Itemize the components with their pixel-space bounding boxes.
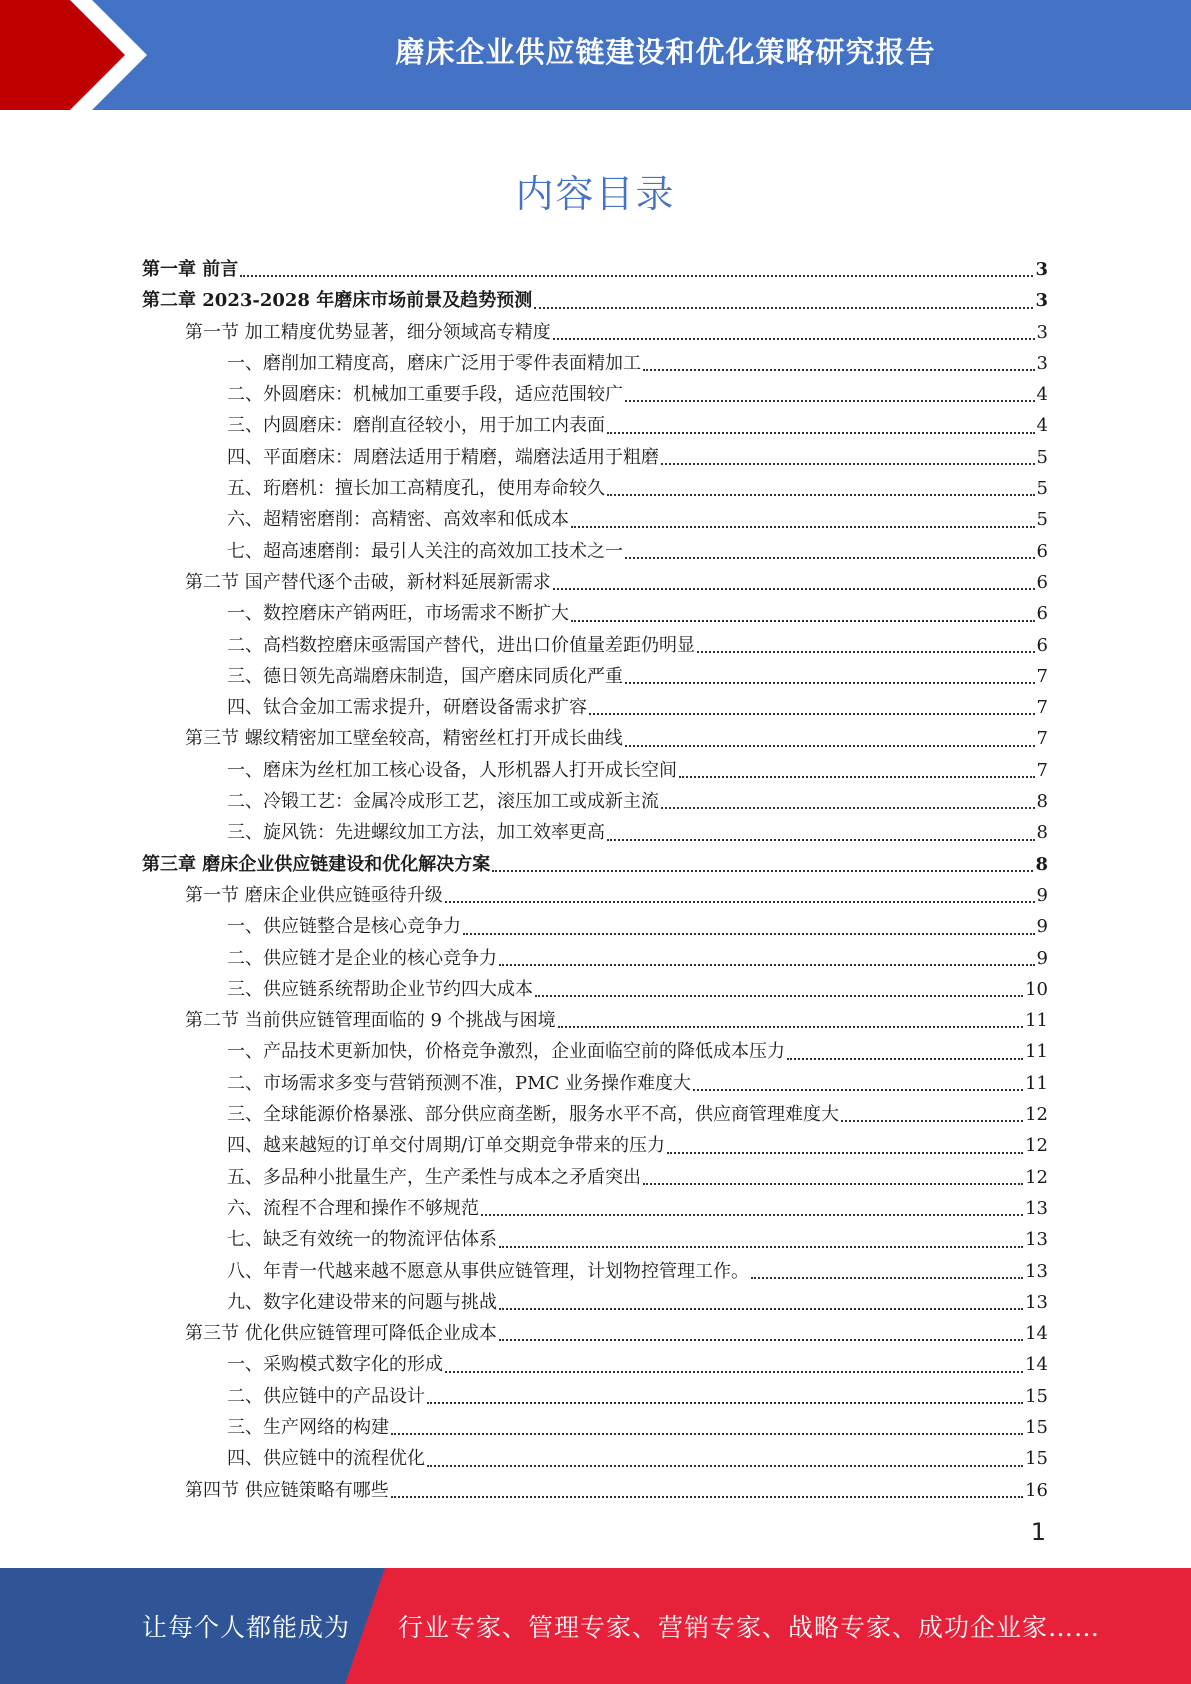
toc-entry-title: 三、供应链系统帮助企业节约四大成本: [227, 978, 533, 1000]
toc-entry-title: 三、旋风铣：先进螺纹加工方法，加工效率更高: [227, 822, 605, 844]
toc-leader-dots: [445, 1370, 1023, 1373]
toc-entry-title: 二、高档数控磨床亟需国产替代，进出口价值量差距仍明显: [227, 634, 695, 656]
footer-slogan-left: 让每个人都能成为: [142, 1613, 351, 1642]
toc-entry-page: 9: [1036, 884, 1048, 906]
toc-entry[interactable]: [142, 786, 1048, 817]
toc-entry[interactable]: [142, 943, 1048, 974]
toc-entry-page: 15: [1025, 1448, 1048, 1470]
toc-leader-dots: [697, 650, 1035, 653]
toc-heading: 内容目录: [515, 172, 676, 216]
toc-entry-title: 第二章 2023-2028 年磨床市场前景及趋势预测: [142, 290, 533, 312]
toc-leader-dots: [391, 1432, 1023, 1435]
toc-entry-page: 8: [1036, 791, 1048, 813]
toc-leader-dots: [625, 744, 1035, 747]
toc-leader-dots: [625, 681, 1035, 684]
toc-entry-title: 第一节 加工精度优势显著，细分领域高专精度: [185, 321, 551, 343]
toc-entry-page: 16: [1025, 1479, 1048, 1501]
toc-entry-page: 13: [1025, 1197, 1048, 1219]
toc-entry-title: 七、缺乏有效统一的物流评估体系: [227, 1229, 497, 1251]
toc-entry-page: 5: [1036, 509, 1048, 531]
toc-leader-dots: [499, 963, 1035, 966]
toc-leader-dots: [661, 462, 1035, 465]
toc-entry-title: 一、采购模式数字化的形成: [227, 1354, 443, 1376]
toc-leader-dots: [553, 587, 1035, 590]
toc-entry-title: 三、内圆磨床：磨削直径较小，用于加工内表面: [227, 415, 605, 437]
toc-entry-page: 3: [1036, 321, 1048, 343]
toc-entry-page: 6: [1036, 571, 1048, 593]
toc-entry-title: 第一章 前言: [142, 259, 239, 280]
toc-entry[interactable]: [142, 567, 1048, 598]
toc-entry-page: 6: [1036, 634, 1048, 656]
toc-entry[interactable]: [142, 473, 1048, 504]
toc-entry-page: 5: [1036, 446, 1048, 468]
toc-entry-page: 13: [1025, 1260, 1048, 1282]
toc-entry[interactable]: [142, 1318, 1048, 1349]
footer-banner: [0, 1568, 1191, 1684]
toc-leader-dots: [492, 869, 1033, 872]
toc-entry-page: 15: [1025, 1385, 1048, 1407]
toc-leader-dots: [553, 337, 1035, 340]
toc-entry[interactable]: [142, 1224, 1048, 1255]
toc-entry-title: 二、外圆磨床：机械加工重要手段，适应范围较广: [227, 384, 623, 406]
toc-entry-title: 一、产品技术更新加快，价格竞争激烈，企业面临空前的降低成本压力: [227, 1041, 785, 1063]
toc-entry[interactable]: [142, 1099, 1048, 1130]
toc-entry-page: 12: [1025, 1166, 1048, 1188]
toc-entry-page: 13: [1025, 1229, 1048, 1251]
toc-entry-page: 12: [1025, 1104, 1048, 1126]
toc-entry-title: 第三节 螺纹精密加工壁垒较高，精密丝杠打开成长曲线: [185, 728, 623, 750]
toc-entry-page: 10: [1025, 978, 1048, 1000]
toc-entry-page: 7: [1036, 665, 1048, 687]
toc-entry-title: 二、冷锻工艺：金属冷成形工艺，滚压加工或成新主流: [227, 791, 659, 813]
toc-entry-page: 7: [1036, 728, 1048, 750]
toc-leader-dots: [693, 1088, 1023, 1091]
toc-entry-page: 7: [1036, 759, 1048, 781]
toc-leader-dots: [534, 306, 1033, 309]
toc-entry-title: 六、超精密磨削：高精密、高效率和低成本: [227, 509, 569, 531]
toc-entry-page: 15: [1025, 1416, 1048, 1438]
toc-entry[interactable]: [142, 817, 1048, 848]
toc-entry-title: 四、供应链中的流程优化: [227, 1448, 425, 1470]
toc-entry[interactable]: [142, 974, 1048, 1005]
toc-entry-title: 七、超高速磨削：最引人关注的高效加工技术之一: [227, 540, 623, 562]
toc-entry[interactable]: [142, 598, 1048, 629]
toc-entry[interactable]: [142, 661, 1048, 692]
toc-leader-dots: [445, 900, 1035, 903]
toc-entry-title: 二、供应链中的产品设计: [227, 1385, 425, 1407]
toc-entry-page: 5: [1036, 478, 1048, 500]
toc-entry-title: 四、平面磨床：周磨法适用于精磨，端磨法适用于粗磨: [227, 446, 659, 468]
toc-entry-title: 五、珩磨机：擅长加工高精度孔，使用寿命较久: [227, 478, 605, 500]
toc-entry-title: 三、全球能源价格暴涨、部分供应商垄断，服务水平不高，供应商管理难度大: [227, 1104, 839, 1126]
toc-entry-page: 3: [1035, 290, 1048, 312]
toc-entry[interactable]: [142, 1475, 1048, 1506]
toc-leader-dots: [240, 274, 1033, 277]
toc-entry[interactable]: [142, 1287, 1048, 1318]
toc-entry[interactable]: [142, 504, 1048, 535]
toc-leader-dots: [589, 712, 1035, 715]
toc-entry-title: 第一节 磨床企业供应链亟待升级: [185, 884, 443, 906]
toc-entry[interactable]: [142, 1443, 1048, 1474]
toc-entry-title: 三、德日领先高端磨床制造，国产磨床同质化严重: [227, 665, 623, 687]
toc-leader-dots: [787, 1057, 1023, 1060]
toc-leader-dots: [607, 431, 1035, 434]
toc-entry[interactable]: [142, 536, 1048, 567]
toc-entry-title: 一、磨床为丝杠加工核心设备，人形机器人打开成长空间: [227, 759, 677, 781]
toc-entry[interactable]: [142, 911, 1048, 942]
toc-entry-title: 第二节 当前供应链管理面临的 9 个挑战与困境: [185, 1010, 556, 1032]
toc-entry-page: 3: [1036, 352, 1048, 374]
toc-entry-title: 八、年青一代越来越不愿意从事供应链管理，计划物控管理工作。: [227, 1260, 749, 1282]
toc-entry[interactable]: [142, 410, 1048, 441]
toc-entry-title: 一、供应链整合是核心竞争力: [227, 916, 461, 938]
toc-entry[interactable]: [142, 880, 1048, 911]
toc-entry-page: 11: [1025, 1010, 1048, 1032]
toc-entry-title: 第二节 国产替代逐个击破，新材料延展新需求: [185, 571, 551, 593]
toc-leader-dots: [571, 619, 1035, 622]
toc-entry[interactable]: [142, 1036, 1048, 1067]
toc-entry[interactable]: [142, 849, 1048, 880]
report-title: 磨床企业供应链建设和优化策略研究报告: [395, 34, 936, 69]
toc-entry[interactable]: [142, 285, 1048, 316]
toc-entry-title: 九、数字化建设带来的问题与挑战: [227, 1291, 497, 1313]
toc-leader-dots: [667, 1151, 1023, 1154]
toc-entry-page: 4: [1036, 384, 1048, 406]
toc-leader-dots: [625, 399, 1035, 402]
toc-entry-page: 13: [1025, 1291, 1048, 1313]
toc-entry-page: 11: [1025, 1072, 1048, 1094]
toc-entry[interactable]: [142, 1256, 1048, 1287]
toc-entry[interactable]: [142, 254, 1048, 285]
table-of-contents: [142, 254, 1048, 1506]
toc-entry[interactable]: [142, 630, 1048, 661]
toc-leader-dots: [463, 932, 1035, 935]
toc-leader-dots: [481, 1213, 1023, 1216]
toc-entry-page: 14: [1025, 1354, 1048, 1376]
toc-leader-dots: [391, 1495, 1023, 1498]
toc-entry-page: 8: [1036, 822, 1048, 844]
toc-entry[interactable]: [142, 1412, 1048, 1443]
toc-entry-title: 一、数控磨床产销两旺，市场需求不断扩大: [227, 603, 569, 625]
toc-entry-title: 第三节 优化供应链管理可降低企业成本: [185, 1323, 497, 1345]
toc-entry[interactable]: [142, 1162, 1048, 1193]
toc-leader-dots: [607, 838, 1035, 841]
toc-entry[interactable]: [142, 348, 1048, 379]
toc-entry[interactable]: [142, 1130, 1048, 1161]
toc-entry-page: 6: [1036, 603, 1048, 625]
toc-leader-dots: [607, 493, 1035, 496]
page-number: 1: [1030, 1518, 1046, 1546]
toc-leader-dots: [499, 1338, 1023, 1341]
toc-entry[interactable]: [142, 317, 1048, 348]
toc-entry-title: 五、多品种小批量生产，生产柔性与成本之矛盾突出: [227, 1166, 641, 1188]
toc-entry-page: 7: [1036, 697, 1048, 719]
toc-entry-page: 8: [1035, 853, 1048, 875]
header-banner: [0, 0, 1191, 110]
toc-leader-dots: [679, 775, 1035, 778]
toc-entry[interactable]: [142, 723, 1048, 754]
toc-entry-title: 六、流程不合理和操作不够规范: [227, 1197, 479, 1219]
toc-entry-page: 4: [1036, 415, 1048, 437]
toc-entry[interactable]: [142, 1349, 1048, 1380]
toc-entry[interactable]: [142, 379, 1048, 410]
toc-entry-title: 三、生产网络的构建: [227, 1416, 389, 1438]
toc-entry-page: 9: [1036, 916, 1048, 938]
toc-leader-dots: [625, 556, 1035, 559]
toc-entry-title: 一、磨削加工精度高，磨床广泛用于零件表面精加工: [227, 352, 641, 374]
toc-leader-dots: [661, 806, 1035, 809]
toc-leader-dots: [558, 1025, 1023, 1028]
footer-slogan-right: 行业专家、管理专家、营销专家、战略专家、成功企业家……: [398, 1613, 1101, 1642]
toc-entry-title: 二、供应链才是企业的核心竞争力: [227, 947, 497, 969]
toc-entry[interactable]: [142, 692, 1048, 723]
toc-entry[interactable]: [142, 1381, 1048, 1412]
toc-leader-dots: [643, 1182, 1023, 1185]
toc-entry[interactable]: [142, 755, 1048, 786]
toc-leader-dots: [643, 368, 1035, 371]
toc-entry[interactable]: [142, 442, 1048, 473]
toc-entry-page: 9: [1036, 947, 1048, 969]
toc-entry-title: 四、钛合金加工需求提升，研磨设备需求扩容: [227, 697, 587, 719]
toc-entry-page: 11: [1025, 1041, 1048, 1063]
toc-entry-title: 四、越来越短的订单交付周期/订单交期竞争带来的压力: [227, 1135, 666, 1157]
toc-leader-dots: [427, 1401, 1023, 1404]
toc-leader-dots: [427, 1464, 1023, 1467]
toc-entry-page: 3: [1035, 259, 1048, 280]
toc-leader-dots: [499, 1307, 1023, 1310]
toc-entry-title: 第四节 供应链策略有哪些: [185, 1479, 389, 1501]
toc-leader-dots: [571, 525, 1035, 528]
toc-entry[interactable]: [142, 1193, 1048, 1224]
toc-entry-page: 6: [1036, 540, 1048, 562]
toc-leader-dots: [535, 994, 1023, 997]
toc-leader-dots: [841, 1119, 1023, 1122]
toc-entry[interactable]: [142, 1005, 1048, 1036]
toc-leader-dots: [751, 1276, 1023, 1279]
toc-leader-dots: [499, 1245, 1023, 1248]
toc-entry-page: 12: [1025, 1135, 1048, 1157]
toc-entry[interactable]: [142, 1068, 1048, 1099]
toc-entry-title: 二、市场需求多变与营销预测不准，PMC 业务操作难度大: [227, 1072, 692, 1094]
toc-entry-page: 14: [1025, 1323, 1048, 1345]
toc-entry-title: 第三章 磨床企业供应链建设和优化解决方案: [142, 853, 491, 875]
